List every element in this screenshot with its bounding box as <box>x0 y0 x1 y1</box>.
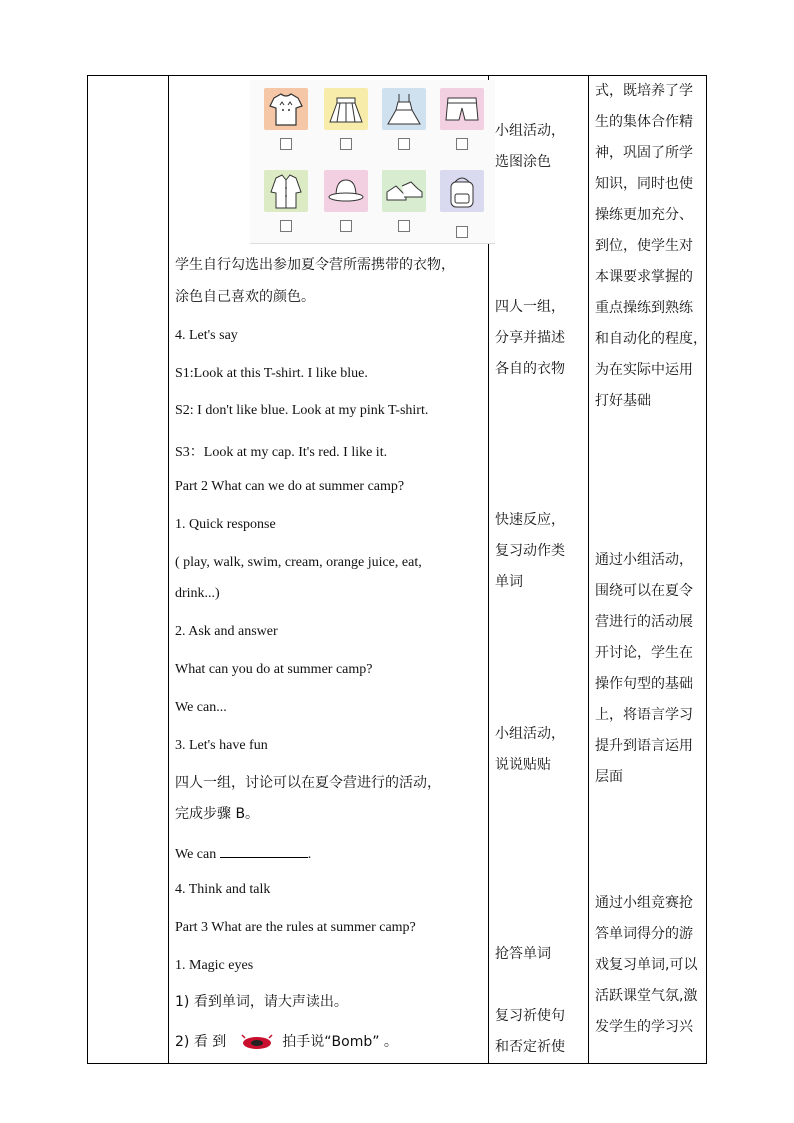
section-heading: 4. Let's say <box>175 328 238 343</box>
shoes-icon <box>382 170 426 212</box>
dress-icon <box>382 88 426 130</box>
checkbox[interactable] <box>398 220 410 232</box>
fill-blank-line: We can . <box>175 847 312 862</box>
activity-text: 选图涂色 <box>495 154 551 170</box>
section-heading: 1. Magic eyes <box>175 958 254 973</box>
section-heading: 3. Let's have fun <box>175 738 268 753</box>
purpose-text: 通过小组活动， <box>595 552 693 568</box>
part-heading: Part 2 What can we do at summer camp? <box>175 479 405 494</box>
hat-icon <box>324 170 368 212</box>
lesson-table <box>87 75 707 1064</box>
activity-text: 小组活动， <box>495 726 565 742</box>
purpose-text: 层面 <box>595 769 623 785</box>
purpose-text: 知识，同时也使 <box>595 176 693 192</box>
dialogue-line: S1:Look at this T-shirt. I like blue. <box>175 366 368 381</box>
clothes-picture <box>250 80 495 244</box>
activity-text: 各自的衣物 <box>495 361 565 377</box>
shirt-icon <box>264 170 308 212</box>
activity-text: 小组活动， <box>495 123 565 139</box>
purpose-text: 戏复习单词,可以 <box>595 957 698 973</box>
fill-blank-prefix: We can <box>175 847 217 862</box>
activity-column <box>489 76 588 1063</box>
checkbox[interactable] <box>456 138 468 150</box>
purpose-text: 为在实际中运用 <box>595 362 693 378</box>
activity-text: 单词 <box>495 574 523 590</box>
checkbox[interactable] <box>280 138 292 150</box>
purpose-text: 重点操练到熟练 <box>595 300 693 316</box>
purpose-text: 营进行的活动展 <box>595 614 693 630</box>
tshirt-icon <box>264 88 308 130</box>
group-text: 完成步骤 B。 <box>175 806 260 822</box>
activity-text: 四人一组， <box>495 299 565 315</box>
purpose-text: 和自动化的程度， <box>595 331 707 347</box>
purpose-text: 上，将语言学习 <box>595 707 693 723</box>
purpose-column <box>589 76 707 1063</box>
purpose-text: 围绕可以在夏令 <box>595 583 693 599</box>
intro-text: 学生自行勾选出参加夏令营所需携带的衣物， <box>175 257 455 273</box>
activity-text: 说说贴贴 <box>495 757 551 773</box>
activity-text: 分享并描述 <box>495 330 565 346</box>
part-heading: Part 3 What are the rules at summer camp? <box>175 920 416 935</box>
purpose-text: 式，既培养了学 <box>595 83 693 99</box>
bag-icon <box>440 170 484 212</box>
activity-text: 抢答单词 <box>495 946 551 962</box>
section-heading: 1. Quick response <box>175 517 276 532</box>
procedure-column <box>169 76 488 1063</box>
word-list: drink...) <box>175 586 220 601</box>
purpose-text: 到位，使学生对 <box>595 238 693 254</box>
checkbox[interactable] <box>398 138 410 150</box>
word-list: ( play, walk, swim, cream, orange juice, eat, <box>175 555 422 570</box>
activity-text: 快速反应， <box>495 512 565 528</box>
purpose-text: 答单词得分的游 <box>595 926 693 942</box>
activity-text: 复习祈使句 <box>495 1008 565 1024</box>
blank-space <box>220 845 308 858</box>
checkbox[interactable] <box>340 220 352 232</box>
rule-suffix: 拍手说“Bomb” 。 <box>282 1034 398 1050</box>
checkbox[interactable] <box>340 138 352 150</box>
activity-text: 复习动作类 <box>495 543 565 559</box>
purpose-text: 开讨论，学生在 <box>595 645 693 661</box>
purpose-text: 本课要求掌握的 <box>595 269 693 285</box>
purpose-text: 神，巩固了所学 <box>595 145 693 161</box>
intro-text: 涂色自己喜欢的颜色。 <box>175 289 315 305</box>
rule-text: 1) 看到单词，请大声读出。 <box>175 994 348 1010</box>
checkbox[interactable] <box>280 220 292 232</box>
bomb-icon <box>240 1034 274 1050</box>
purpose-text: 发学生的学习兴 <box>595 1019 693 1035</box>
dialogue-line: S3：Look at my cap. It's red. I like it. <box>175 445 388 460</box>
rule-text <box>175 1027 398 1058</box>
skirt-icon <box>324 88 368 130</box>
purpose-text: 提升到语言运用 <box>595 738 693 754</box>
rule-prefix: 2) 看 到 <box>175 1034 227 1050</box>
question-text: What can you do at summer camp? <box>175 662 373 677</box>
group-text: 四人一组，讨论可以在夏令营进行的活动， <box>175 775 441 791</box>
purpose-text: 通过小组竞赛抢 <box>595 895 693 911</box>
purpose-text: 操作句型的基础 <box>595 676 693 692</box>
shorts-icon <box>440 88 484 130</box>
purpose-text: 活跃课堂气氛,激 <box>595 988 698 1004</box>
purpose-text: 打好基础 <box>595 393 651 409</box>
section-heading: 2. Ask and answer <box>175 624 278 639</box>
activity-text: 和否定祈使 <box>495 1039 565 1055</box>
purpose-text: 生的集体合作精 <box>595 114 693 130</box>
purpose-text: 操练更加充分、 <box>595 207 693 223</box>
section-heading: 4. Think and talk <box>175 882 271 897</box>
checkbox[interactable] <box>456 226 468 238</box>
answer-text: We can... <box>175 700 227 715</box>
dialogue-line: S2: I don't like blue. Look at my pink T-shirt. <box>175 403 429 418</box>
